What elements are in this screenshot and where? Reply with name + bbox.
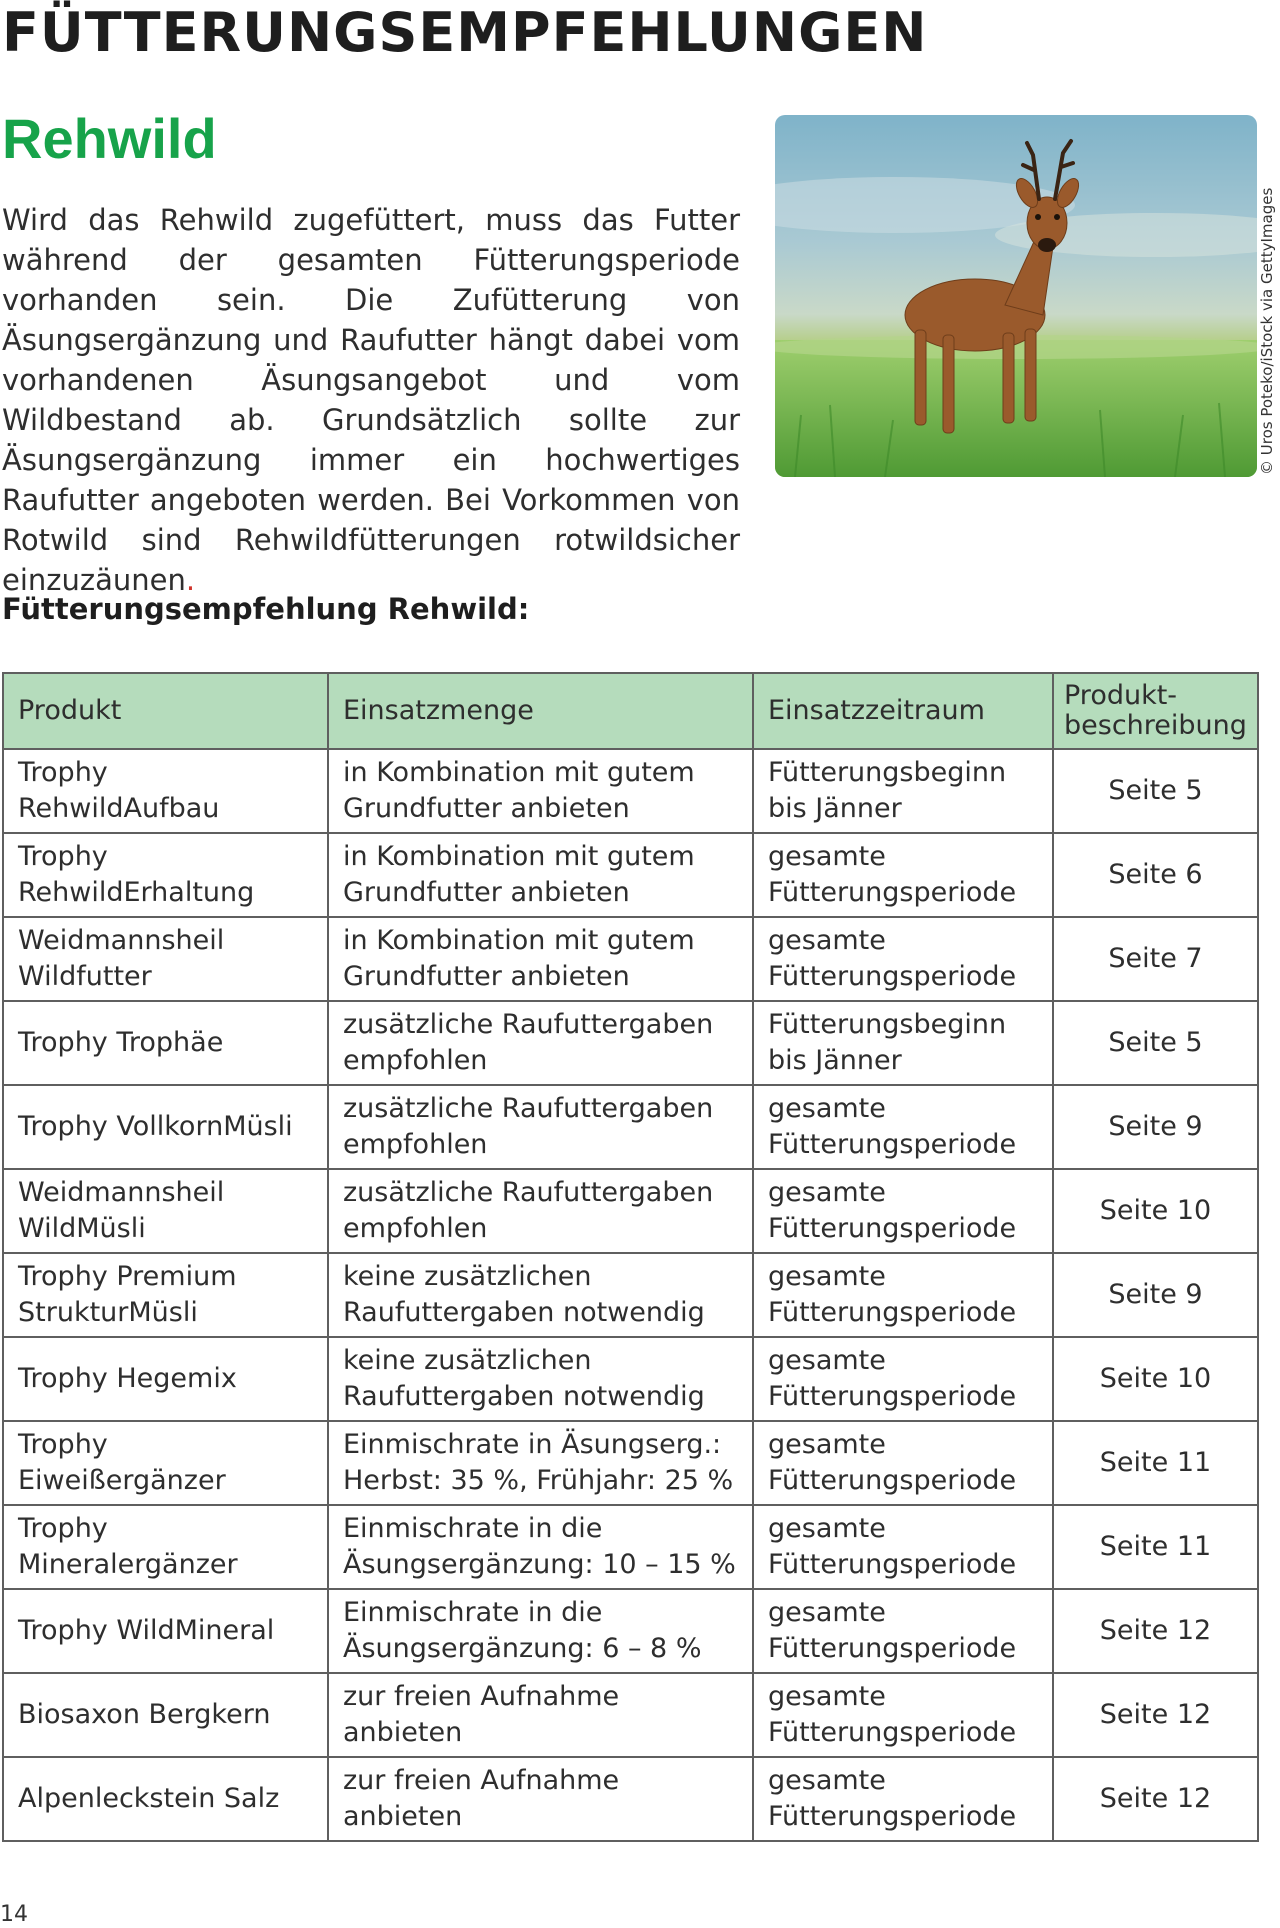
cell-produkt: Trophy Mineralergänzer (3, 1505, 328, 1589)
roe-deer-illustration (775, 115, 1257, 477)
table-row (3, 917, 1258, 1001)
cell-zeitraum: gesamte Fütterungsperiode (753, 1505, 1053, 1589)
table-row (3, 1085, 1258, 1169)
table-row (3, 1421, 1258, 1505)
cell-produkt: Trophy RehwildAufbau (3, 749, 328, 833)
cell-zeitraum: gesamte Fütterungsperiode (753, 833, 1053, 917)
cell-menge: in Kombination mit gutem Grundfutter anbieten (328, 749, 753, 833)
table-row (3, 1169, 1258, 1253)
cell-zeitraum: gesamte Fütterungsperiode (753, 1085, 1053, 1169)
page-heading: FÜTTERUNGSEMPFEHLUNGEN (2, 1, 928, 64)
header-produktbeschreibung (1053, 673, 1258, 749)
cell-produkt: Trophy Premium StrukturMüsli (3, 1253, 328, 1337)
cell-seite: Seite 5 (1053, 749, 1258, 833)
cell-zeitraum: Fütterungsbeginn bis Jänner (753, 1001, 1053, 1085)
cell-menge: zur freien Aufnahme anbieten (328, 1673, 753, 1757)
table-row (3, 1001, 1258, 1085)
table-row (3, 1757, 1258, 1841)
cell-zeitraum: gesamte Fütterungsperiode (753, 1253, 1053, 1337)
cell-menge: keine zusätzlichen Raufuttergaben notwendig (328, 1337, 753, 1421)
cell-seite: Seite 12 (1053, 1757, 1258, 1841)
intro-end: . (185, 563, 196, 597)
photo-credit: © Uros Poteko/iStock via GettyImages (1258, 187, 1276, 475)
table-row (3, 1673, 1258, 1757)
cell-produkt: Trophy RehwildErhaltung (3, 833, 328, 917)
cell-seite: Seite 7 (1053, 917, 1258, 1001)
cell-seite: Seite 10 (1053, 1169, 1258, 1253)
cell-menge: zur freien Aufnahme anbieten (328, 1757, 753, 1841)
cell-menge: in Kombination mit gutem Grundfutter anbieten (328, 917, 753, 1001)
feeding-table (2, 672, 1259, 1842)
cell-seite: Seite 12 (1053, 1673, 1258, 1757)
cell-seite: Seite 5 (1053, 1001, 1258, 1085)
page-number: 14 (0, 1902, 28, 1927)
cell-zeitraum: gesamte Fütterungsperiode (753, 917, 1053, 1001)
cell-menge: Einmischrate in die Äsungsergänzung: 10 – 15 % (328, 1505, 753, 1589)
cell-zeitraum: gesamte Fütterungsperiode (753, 1169, 1053, 1253)
cell-produkt: Weidmannsheil Wildfutter (3, 917, 328, 1001)
cell-seite: Seite 9 (1053, 1085, 1258, 1169)
cell-produkt: Weidmannsheil WildMüsli (3, 1169, 328, 1253)
cell-seite: Seite 9 (1053, 1253, 1258, 1337)
header-einsatzzeitraum: Einsatzzeitraum (753, 673, 1053, 749)
table-heading: Fütterungsempfehlung Rehwild: (2, 592, 530, 626)
cell-seite: Seite 12 (1053, 1589, 1258, 1673)
cell-produkt: Biosaxon Bergkern (3, 1673, 328, 1757)
header-desc-text: Produkt- beschreibung (1064, 680, 1247, 741)
table-header-row (3, 673, 1258, 749)
cell-menge: zusätzliche Raufuttergaben empfohlen (328, 1169, 753, 1253)
cell-seite: Seite 11 (1053, 1505, 1258, 1589)
cell-seite: Seite 10 (1053, 1337, 1258, 1421)
table-row (3, 1337, 1258, 1421)
table-row (3, 833, 1258, 917)
cell-zeitraum: gesamte Fütterungsperiode (753, 1421, 1053, 1505)
cell-zeitraum: gesamte Fütterungsperiode (753, 1337, 1053, 1421)
cell-zeitraum: gesamte Fütterungsperiode (753, 1589, 1053, 1673)
table-row (3, 749, 1258, 833)
cell-menge: zusätzliche Raufuttergaben empfohlen (328, 1085, 753, 1169)
cell-produkt: Trophy Hegemix (3, 1337, 328, 1421)
roe-deer-photo (775, 115, 1257, 477)
intro-paragraph (2, 200, 740, 600)
cell-produkt: Trophy VollkornMüsli (3, 1085, 328, 1169)
cell-zeitraum: Fütterungsbeginn bis Jänner (753, 749, 1053, 833)
cell-zeitraum: gesamte Fütterungsperiode (753, 1757, 1053, 1841)
cell-menge: zusätzliche Raufuttergaben empfohlen (328, 1001, 753, 1085)
cell-menge: Einmischrate in Äsungserg.: Herbst: 35 %, Frühjahr: 25 % (328, 1421, 753, 1505)
cell-produkt: Trophy Trophäe (3, 1001, 328, 1085)
table-row (3, 1253, 1258, 1337)
cell-seite: Seite 11 (1053, 1421, 1258, 1505)
cell-menge: Einmischrate in die Äsungsergänzung: 6 – 8 % (328, 1589, 753, 1673)
cell-seite: Seite 6 (1053, 833, 1258, 917)
header-einsatzmenge: Einsatzmenge (328, 673, 753, 749)
cell-menge: in Kombination mit gutem Grundfutter anbieten (328, 833, 753, 917)
cell-produkt: Trophy WildMineral (3, 1589, 328, 1673)
cell-menge: keine zusätzlichen Raufuttergaben notwendig (328, 1253, 753, 1337)
section-title: Rehwild (2, 107, 217, 170)
table-row (3, 1505, 1258, 1589)
table-row (3, 1589, 1258, 1673)
cell-produkt: Trophy Eiweißergänzer (3, 1421, 328, 1505)
header-produkt: Produkt (3, 673, 328, 749)
intro-text: Wird das Rehwild zugefüttert, muss das Futter während der gesamten Fütterungsperiode vorhanden sein. Die Zufütterung von Äsungsergänzung und Raufutter hängt dabei vom vorhandenen Äsungsangebot und vom Wildbestand ab. Grundsätzlich sollte zur Äsungsergänzung immer ein hochwertiges Raufutter angeboten werden. Bei Vorkommen von Rotwild sind Rehwildfütterungen rotwildsicher einzuzäunen (2, 203, 740, 597)
cell-produkt: Alpenleckstein Salz (3, 1757, 328, 1841)
cell-zeitraum: gesamte Fütterungsperiode (753, 1673, 1053, 1757)
